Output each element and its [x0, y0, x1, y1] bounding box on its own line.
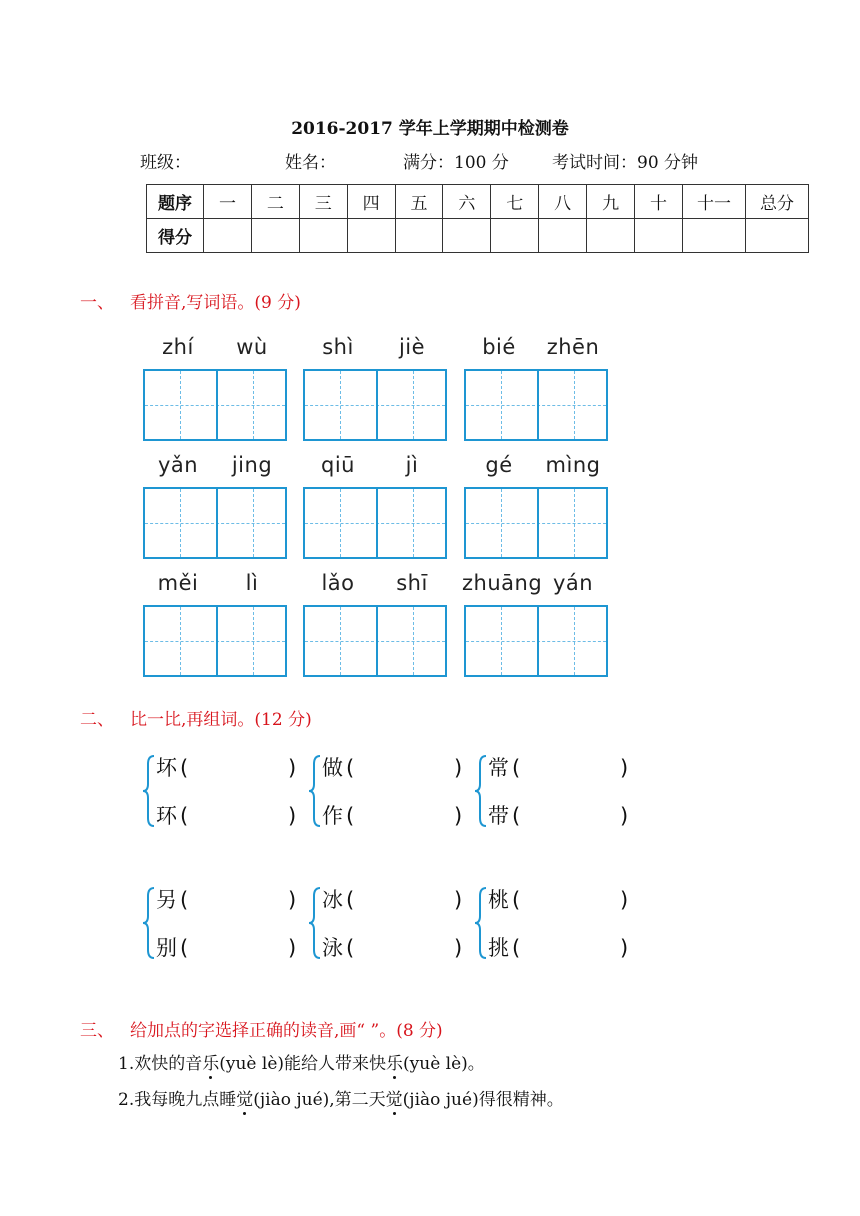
compare-char: 桃 [488, 888, 509, 912]
word-line [156, 932, 296, 962]
writing-box[interactable] [303, 605, 447, 677]
writing-box[interactable] [303, 369, 447, 441]
class-label: 班级： [140, 153, 191, 173]
section1-number: 一、 [80, 293, 114, 313]
section2-title: 比一比,再组词。(12 分) [130, 710, 312, 730]
writing-box[interactable] [303, 487, 447, 559]
open-paren: ( [180, 936, 189, 960]
word-line [322, 884, 462, 914]
word-line [488, 884, 628, 914]
pinyin-label: shī [396, 571, 428, 595]
brace-icon [474, 754, 488, 828]
close-paren: ) [454, 888, 463, 912]
score-cell[interactable] [491, 219, 539, 253]
compare-char: 作 [322, 804, 343, 828]
exam-time: 考试时间：90 分钟 [552, 153, 699, 173]
open-paren: ( [512, 804, 521, 828]
brace-icon [474, 886, 488, 960]
close-paren: ) [620, 936, 629, 960]
section2-number: 二、 [80, 710, 114, 730]
brace-icon [308, 886, 322, 960]
open-paren: ( [512, 936, 521, 960]
column-header: 十一 [683, 185, 746, 219]
score-cell[interactable] [539, 219, 587, 253]
section3-heading [80, 1016, 443, 1041]
score-cell[interactable] [251, 219, 299, 253]
score-table-score-row [147, 219, 809, 253]
open-paren: ( [512, 756, 521, 780]
compare-char: 别 [156, 936, 177, 960]
word-line [156, 800, 296, 830]
word-line [488, 752, 628, 782]
word-pair-group [474, 752, 629, 832]
open-paren: ( [346, 936, 355, 960]
column-header: 总分 [746, 185, 809, 219]
brace-icon [142, 886, 156, 960]
writing-box[interactable] [464, 487, 608, 559]
pinyin-label: jiè [398, 335, 426, 359]
pinyin-label: zhí [162, 335, 194, 359]
open-paren: ( [180, 756, 189, 780]
brace-icon [142, 754, 156, 828]
open-paren: ( [180, 888, 189, 912]
q2-dotted-char: 觉 [385, 1090, 403, 1110]
score-table-header-row [147, 185, 809, 219]
word-pair-group [142, 752, 297, 832]
word-pair-group [308, 884, 463, 964]
pinyin-label: jì [405, 453, 419, 477]
column-header: 三 [299, 185, 347, 219]
compare-char: 冰 [322, 888, 343, 912]
score-table [146, 184, 809, 253]
pinyin-label: lǎo [321, 571, 355, 595]
score-cell[interactable] [347, 219, 395, 253]
pinyin-label: jing [231, 453, 273, 477]
close-paren: ) [620, 888, 629, 912]
writing-box[interactable] [464, 605, 608, 677]
q2-text: (jiào jué)得很精神。 [402, 1090, 564, 1110]
word-pair-group [308, 752, 463, 832]
column-header: 一 [204, 185, 252, 219]
column-header: 二 [251, 185, 299, 219]
word-pair-group [474, 884, 629, 964]
word-line [156, 884, 296, 914]
score-cell[interactable] [395, 219, 443, 253]
word-line [488, 800, 628, 830]
compare-char: 做 [322, 756, 343, 780]
question-2 [118, 1085, 564, 1110]
pinyin-label: zhuāng [462, 571, 543, 595]
name-label: 姓名： [285, 153, 336, 173]
open-paren: ( [346, 888, 355, 912]
compare-char: 坏 [156, 756, 177, 780]
compare-char: 挑 [488, 936, 509, 960]
pinyin-label: gé [485, 453, 513, 477]
section1-heading [80, 288, 301, 313]
section3-number: 三、 [80, 1021, 114, 1041]
close-paren: ) [288, 804, 297, 828]
q1-text: (yuè lè)能给人带来快 [219, 1054, 387, 1074]
q2-text: 2.我每晚九点睡 [118, 1090, 237, 1110]
section3-title: 给加点的字选择正确的读音,画“ ”。(8 分) [130, 1021, 443, 1041]
section1-title: 看拼音,写词语。(9 分) [130, 293, 301, 313]
column-header: 五 [395, 185, 443, 219]
section2-heading [80, 705, 312, 730]
open-paren: ( [346, 804, 355, 828]
q1-text: (yuè lè)。 [403, 1054, 485, 1074]
q2-text: (jiào jué),第二天 [253, 1090, 386, 1110]
score-cell[interactable] [683, 219, 746, 253]
full-score: 满分：100 分 [403, 153, 509, 173]
writing-box[interactable] [143, 369, 287, 441]
score-cell[interactable] [299, 219, 347, 253]
pinyin-label: wù [236, 335, 268, 359]
compare-char: 常 [488, 756, 509, 780]
close-paren: ) [288, 756, 297, 780]
score-cell[interactable] [443, 219, 491, 253]
writing-box[interactable] [143, 605, 287, 677]
pinyin-label: yǎn [157, 453, 199, 477]
close-paren: ) [454, 804, 463, 828]
open-paren: ( [512, 888, 521, 912]
close-paren: ) [454, 756, 463, 780]
pinyin-label: shì [322, 335, 354, 359]
score-label: 得分 [147, 219, 204, 253]
open-paren: ( [346, 756, 355, 780]
pinyin-label: yán [552, 571, 594, 595]
close-paren: ) [620, 804, 629, 828]
writing-box[interactable] [143, 487, 287, 559]
column-header: 十 [635, 185, 683, 219]
q2-dotted-char: 觉 [236, 1090, 254, 1110]
word-line [156, 752, 296, 782]
word-pair-group [142, 884, 297, 964]
q1-text: 1.欢快的音 [118, 1054, 203, 1074]
score-cell[interactable] [587, 219, 635, 253]
page-title: 2016-2017 学年上学期期中检测卷 [291, 119, 569, 139]
pinyin-label: bié [482, 335, 516, 359]
compare-char: 环 [156, 804, 177, 828]
word-line [322, 800, 462, 830]
pinyin-label: qiū [321, 453, 355, 477]
column-header: 六 [443, 185, 491, 219]
question-order-label: 题序 [147, 185, 204, 219]
compare-char: 泳 [322, 936, 343, 960]
brace-icon [308, 754, 322, 828]
column-header: 九 [587, 185, 635, 219]
pinyin-label: zhēn [546, 335, 600, 359]
column-header: 四 [347, 185, 395, 219]
close-paren: ) [288, 936, 297, 960]
score-cell[interactable] [635, 219, 683, 253]
column-header: 八 [539, 185, 587, 219]
close-paren: ) [620, 756, 629, 780]
close-paren: ) [288, 888, 297, 912]
score-cell[interactable] [746, 219, 809, 253]
score-cell[interactable] [204, 219, 252, 253]
close-paren: ) [454, 936, 463, 960]
word-line [488, 932, 628, 962]
pinyin-label: měi [157, 571, 199, 595]
question-1 [118, 1049, 485, 1074]
q1-dotted-char: 乐 [386, 1054, 404, 1074]
open-paren: ( [180, 804, 189, 828]
compare-char: 另 [156, 888, 177, 912]
q1-dotted-char: 乐 [202, 1054, 220, 1074]
column-header: 七 [491, 185, 539, 219]
pinyin-label: mìng [545, 453, 601, 477]
pinyin-label: lì [245, 571, 259, 595]
word-line [322, 752, 462, 782]
compare-char: 带 [488, 804, 509, 828]
writing-box[interactable] [464, 369, 608, 441]
word-line [322, 932, 462, 962]
